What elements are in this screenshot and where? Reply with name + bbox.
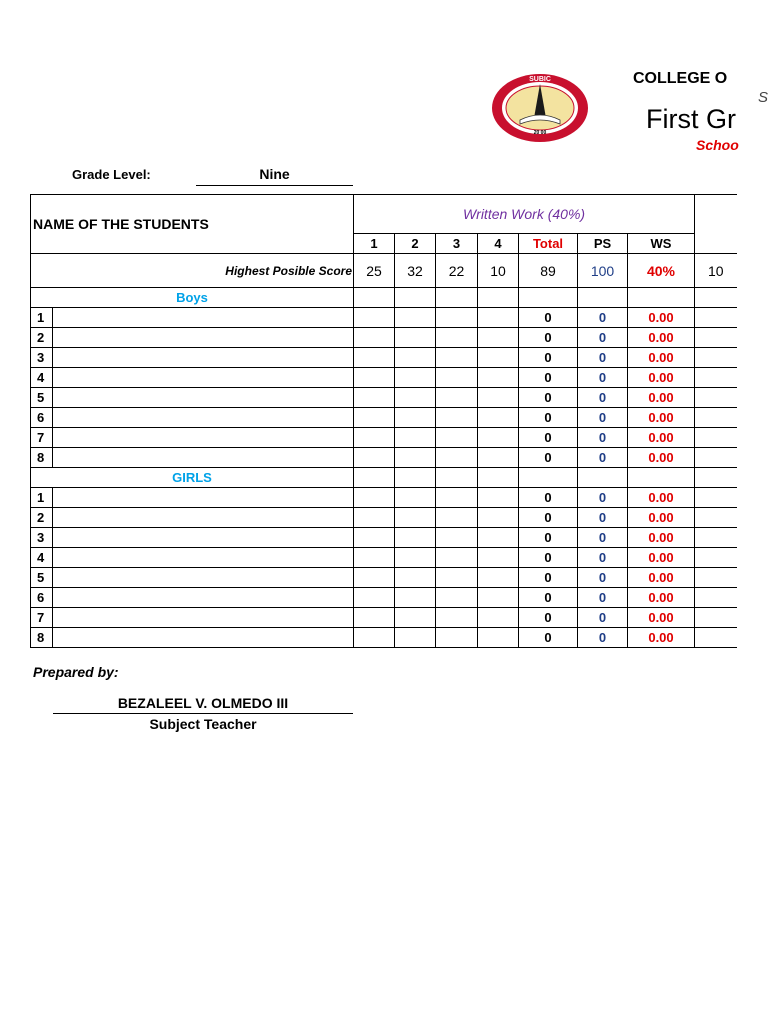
girls-section-label: GIRLS	[31, 468, 354, 488]
score-cell-2[interactable]	[395, 388, 436, 408]
next-section-cell	[695, 328, 737, 348]
next-section-cell	[695, 628, 737, 648]
score-cell-2[interactable]	[395, 628, 436, 648]
total-cell: 0	[519, 568, 578, 588]
score-cell-1[interactable]	[354, 508, 395, 528]
score-cell-1[interactable]	[354, 368, 395, 388]
ps-cell: 0	[578, 568, 628, 588]
next-section-header	[695, 195, 737, 254]
score-cell-3[interactable]	[436, 588, 478, 608]
score-cell-1[interactable]	[354, 488, 395, 508]
empty-cell	[519, 468, 578, 488]
table-row	[31, 368, 737, 388]
ww-col-1: 1	[354, 234, 395, 254]
total-cell: 0	[519, 408, 578, 428]
score-cell-2[interactable]	[395, 528, 436, 548]
score-cell-2[interactable]	[395, 408, 436, 428]
score-cell-2[interactable]	[395, 608, 436, 628]
student-name-cell[interactable]	[53, 348, 354, 368]
next-section-cell	[695, 588, 737, 608]
score-cell-2[interactable]	[395, 428, 436, 448]
score-cell-2[interactable]	[395, 348, 436, 368]
student-name-cell[interactable]	[53, 548, 354, 568]
ws-header: WS	[628, 234, 695, 254]
ws-cell: 0.00	[628, 388, 695, 408]
next-section-cell	[695, 508, 737, 528]
table-row	[31, 448, 737, 468]
score-cell-1[interactable]	[354, 588, 395, 608]
score-cell-4[interactable]	[478, 608, 519, 628]
ws-cell: 0.00	[628, 488, 695, 508]
ps-header: PS	[578, 234, 628, 254]
score-cell-2[interactable]	[395, 548, 436, 568]
score-cell-4[interactable]	[478, 428, 519, 448]
logo-text: SUBIC	[529, 76, 551, 83]
empty-cell	[578, 468, 628, 488]
student-name-cell[interactable]	[53, 528, 354, 548]
row-number: 8	[31, 448, 53, 468]
table-row	[31, 568, 737, 588]
score-cell-3[interactable]	[436, 488, 478, 508]
ws-cell: 0.00	[628, 608, 695, 628]
score-cell-3[interactable]	[436, 528, 478, 548]
row-number: 8	[31, 628, 53, 648]
total-cell: 0	[519, 528, 578, 548]
score-cell-4[interactable]	[478, 348, 519, 368]
total-cell: 0	[519, 428, 578, 448]
empty-cell	[395, 468, 436, 488]
score-cell-1[interactable]	[354, 568, 395, 588]
student-name-cell[interactable]	[53, 308, 354, 328]
ps-cell: 0	[578, 608, 628, 628]
score-cell-3[interactable]	[436, 508, 478, 528]
student-name-cell[interactable]	[53, 448, 354, 468]
name-of-students-header: NAME OF THE STUDENTS	[31, 195, 354, 254]
score-cell-1[interactable]	[354, 328, 395, 348]
row-number: 3	[31, 528, 53, 548]
ws-cell: 0.00	[628, 348, 695, 368]
class-record-table	[30, 194, 737, 648]
total-cell: 0	[519, 488, 578, 508]
total-cell: 0	[519, 348, 578, 368]
score-cell-4[interactable]	[478, 448, 519, 468]
student-name-cell[interactable]	[53, 508, 354, 528]
table-row	[31, 428, 737, 448]
ps-cell: 0	[578, 388, 628, 408]
ws-cell: 0.00	[628, 568, 695, 588]
score-cell-1[interactable]	[354, 448, 395, 468]
score-cell-4[interactable]	[478, 508, 519, 528]
empty-cell	[628, 288, 695, 308]
next-section-cell	[695, 548, 737, 568]
ps-cell: 0	[578, 448, 628, 468]
student-name-cell[interactable]	[53, 588, 354, 608]
score-cell-2[interactable]	[395, 488, 436, 508]
score-cell-1[interactable]	[354, 628, 395, 648]
empty-cell	[478, 288, 519, 308]
ww-col-4: 4	[478, 234, 519, 254]
score-cell-3[interactable]	[436, 408, 478, 428]
table-row	[31, 528, 737, 548]
row-number: 4	[31, 368, 53, 388]
empty-cell	[354, 288, 395, 308]
table-row	[31, 588, 737, 608]
total-cell: 0	[519, 388, 578, 408]
total-cell: 0	[519, 448, 578, 468]
table-row	[31, 548, 737, 568]
document-title: First Gr	[646, 104, 736, 134]
empty-cell	[354, 468, 395, 488]
ws-cell: 0.00	[628, 408, 695, 428]
ws-cell: 0.00	[628, 508, 695, 528]
ps-cell: 0	[578, 348, 628, 368]
ps-cell: 0	[578, 308, 628, 328]
table-row	[31, 348, 737, 368]
row-number: 4	[31, 548, 53, 568]
score-cell-2[interactable]	[395, 328, 436, 348]
score-cell-1[interactable]	[354, 608, 395, 628]
girls-section-row	[31, 468, 737, 488]
hps-ws: 40%	[628, 254, 695, 288]
hps-score-1: 25	[354, 254, 395, 288]
score-cell-4[interactable]	[478, 528, 519, 548]
student-name-cell[interactable]	[53, 328, 354, 348]
score-cell-3[interactable]	[436, 328, 478, 348]
ps-cell: 0	[578, 548, 628, 568]
score-cell-3[interactable]	[436, 448, 478, 468]
school-logo	[490, 72, 590, 144]
next-section-cell	[695, 568, 737, 588]
row-number: 1	[31, 308, 53, 328]
next-section-cell	[695, 608, 737, 628]
table-row	[31, 508, 737, 528]
next-section-cell	[695, 368, 737, 388]
student-name-cell[interactable]	[53, 628, 354, 648]
score-cell-3[interactable]	[436, 608, 478, 628]
score-cell-2[interactable]	[395, 588, 436, 608]
row-number: 1	[31, 488, 53, 508]
next-section-cell	[695, 528, 737, 548]
table-row	[31, 328, 737, 348]
score-cell-4[interactable]	[478, 328, 519, 348]
row-number: 5	[31, 388, 53, 408]
ww-col-2: 2	[395, 234, 436, 254]
score-cell-3[interactable]	[436, 368, 478, 388]
ps-cell: 0	[578, 368, 628, 388]
score-cell-1[interactable]	[354, 388, 395, 408]
ws-cell: 0.00	[628, 448, 695, 468]
score-cell-4[interactable]	[478, 548, 519, 568]
school-name: COLLEGE O	[633, 70, 728, 87]
ws-cell: 0.00	[628, 308, 695, 328]
student-name-cell[interactable]	[53, 488, 354, 508]
ps-cell: 0	[578, 628, 628, 648]
empty-cell	[519, 288, 578, 308]
prepared-by-label: Prepared by:	[33, 664, 119, 680]
score-cell-2[interactable]	[395, 568, 436, 588]
row-number: 2	[31, 328, 53, 348]
score-cell-3[interactable]	[436, 628, 478, 648]
table-row	[31, 308, 737, 328]
score-cell-4[interactable]	[478, 308, 519, 328]
next-section-cell	[695, 488, 737, 508]
row-number: 7	[31, 608, 53, 628]
table-row	[31, 388, 737, 408]
student-name-cell[interactable]	[53, 568, 354, 588]
score-cell-1[interactable]	[354, 528, 395, 548]
table-row	[31, 608, 737, 628]
total-cell: 0	[519, 328, 578, 348]
score-cell-2[interactable]	[395, 448, 436, 468]
score-cell-4[interactable]	[478, 388, 519, 408]
empty-cell	[578, 288, 628, 308]
score-cell-3[interactable]	[436, 308, 478, 328]
empty-cell	[695, 468, 737, 488]
score-cell-4[interactable]	[478, 488, 519, 508]
score-cell-1[interactable]	[354, 548, 395, 568]
table-row	[31, 488, 737, 508]
score-cell-3[interactable]	[436, 428, 478, 448]
ps-cell: 0	[578, 488, 628, 508]
teacher-role: Subject Teacher	[149, 716, 257, 732]
score-cell-4[interactable]	[478, 628, 519, 648]
boys-section-label: Boys	[31, 288, 354, 308]
row-number: 6	[31, 408, 53, 428]
next-section-cell	[695, 408, 737, 428]
hps-score-2: 32	[395, 254, 436, 288]
total-cell: 0	[519, 628, 578, 648]
row-number: 7	[31, 428, 53, 448]
student-name-cell[interactable]	[53, 608, 354, 628]
hps-score-3: 22	[436, 254, 478, 288]
grade-level-label: Grade Level:	[72, 167, 151, 182]
total-cell: 0	[519, 548, 578, 568]
school-year-label: Schoo	[696, 137, 739, 153]
ps-cell: 0	[578, 328, 628, 348]
empty-cell	[436, 468, 478, 488]
table-row	[31, 408, 737, 428]
ws-cell: 0.00	[628, 548, 695, 568]
hps-total: 89	[519, 254, 578, 288]
row-number: 5	[31, 568, 53, 588]
empty-cell	[478, 468, 519, 488]
next-section-cell	[695, 348, 737, 368]
logo-year: 20 00	[533, 130, 547, 136]
grade-level-value: Nine	[259, 166, 290, 182]
boys-section-row	[31, 288, 737, 308]
score-cell-3[interactable]	[436, 348, 478, 368]
ws-cell: 0.00	[628, 428, 695, 448]
score-cell-4[interactable]	[478, 408, 519, 428]
score-cell-3[interactable]	[436, 388, 478, 408]
total-cell: 0	[519, 508, 578, 528]
ws-cell: 0.00	[628, 328, 695, 348]
next-section-cell	[695, 428, 737, 448]
total-header: Total	[519, 234, 578, 254]
next-section-cell	[695, 388, 737, 408]
student-name-cell[interactable]	[53, 388, 354, 408]
row-number: 6	[31, 588, 53, 608]
ps-cell: 0	[578, 588, 628, 608]
ws-cell: 0.00	[628, 628, 695, 648]
next-section-cell	[695, 448, 737, 468]
student-name-cell[interactable]	[53, 368, 354, 388]
school-subtitle: S	[758, 89, 768, 106]
total-cell: 0	[519, 308, 578, 328]
written-work-header: Written Work (40%)	[354, 195, 695, 234]
score-cell-3[interactable]	[436, 548, 478, 568]
row-number: 2	[31, 508, 53, 528]
score-cell-3[interactable]	[436, 568, 478, 588]
next-section-cell	[695, 308, 737, 328]
score-cell-1[interactable]	[354, 308, 395, 328]
ps-cell: 0	[578, 408, 628, 428]
score-cell-2[interactable]	[395, 368, 436, 388]
row-number: 3	[31, 348, 53, 368]
ps-cell: 0	[578, 528, 628, 548]
ps-cell: 0	[578, 428, 628, 448]
ws-cell: 0.00	[628, 368, 695, 388]
signature-line	[53, 713, 353, 714]
score-cell-4[interactable]	[478, 588, 519, 608]
score-cell-4[interactable]	[478, 568, 519, 588]
table-row	[31, 628, 737, 648]
hps-next: 10	[695, 254, 737, 288]
empty-cell	[695, 288, 737, 308]
total-cell: 0	[519, 368, 578, 388]
empty-cell	[628, 468, 695, 488]
hps-ps: 100	[578, 254, 628, 288]
student-name-cell[interactable]	[53, 408, 354, 428]
empty-cell	[395, 288, 436, 308]
score-cell-2[interactable]	[395, 308, 436, 328]
score-cell-4[interactable]	[478, 368, 519, 388]
score-cell-1[interactable]	[354, 348, 395, 368]
score-cell-1[interactable]	[354, 428, 395, 448]
student-name-cell[interactable]	[53, 428, 354, 448]
score-cell-1[interactable]	[354, 408, 395, 428]
grade-level-underline	[196, 185, 353, 186]
ww-col-3: 3	[436, 234, 478, 254]
empty-cell	[436, 288, 478, 308]
ws-cell: 0.00	[628, 588, 695, 608]
total-cell: 0	[519, 588, 578, 608]
ps-cell: 0	[578, 508, 628, 528]
highest-possible-score-label: Highest Posible Score	[31, 254, 354, 288]
hps-score-4: 10	[478, 254, 519, 288]
total-cell: 0	[519, 608, 578, 628]
ws-cell: 0.00	[628, 528, 695, 548]
teacher-name: BEZALEEL V. OLMEDO III	[117, 695, 289, 711]
score-cell-2[interactable]	[395, 508, 436, 528]
